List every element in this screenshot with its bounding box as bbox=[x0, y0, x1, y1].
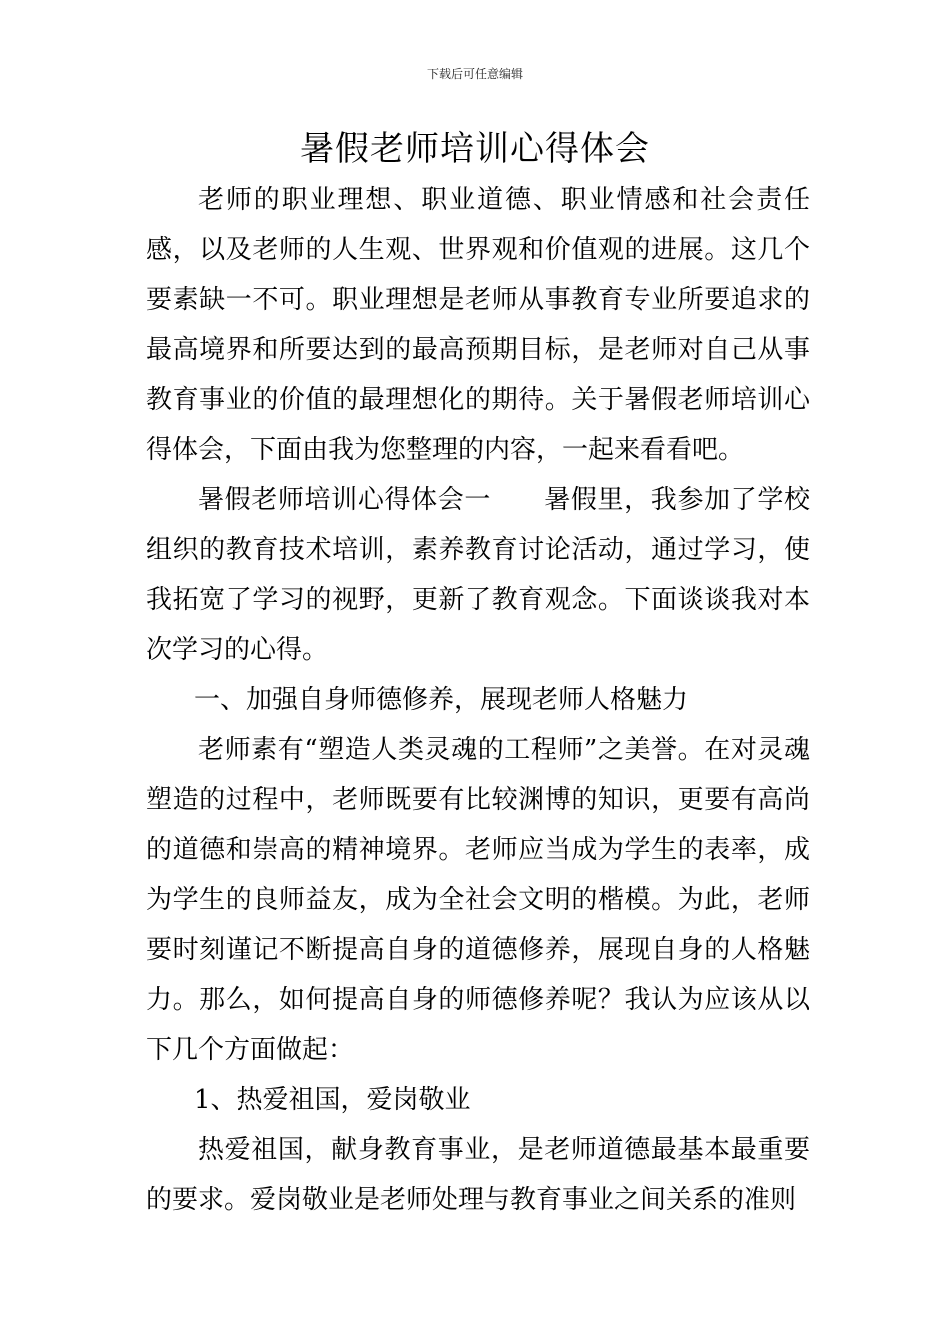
document-title: 暑假老师培训心得体会 bbox=[300, 129, 650, 169]
paragraph-part-one: 暑假老师培训心得体会一 暑假里，我参加了学校组织的教育技术培训，素养教育讨论活动，通过学习，使我拓宽了学习的视野，更新了教育观念。下面谈谈我对本次学习的心得。 bbox=[146, 485, 810, 665]
header-note: 下载后可任意编辑 bbox=[426, 67, 523, 81]
paragraph-intro: 老师的职业理想、职业道德、职业情感和社会责任感，以及老师的人生观、世界观和价值观的进展。这几个要素缺一不可。职业理想是老师从事教育专业所要追求的最高境界和所要达到的最高预期目标，是老师对自己从事教育事业的价值的最理想化的期待。关于暑假老师培训心得体会，下面由我为您整理的内容，一起来看看吧。 bbox=[146, 185, 810, 465]
section-heading-one: 一、加强自身师德修养，展现老师人格魅力 bbox=[194, 685, 689, 715]
subsection-heading-one: 1、热爱祖国，爱岗敬业 bbox=[194, 1085, 471, 1115]
paragraph-ethics: 老师素有“塑造人类灵魂的工程师”之美誉。在对灵魂塑造的过程中，老师既要有比较渊博的知识，更要有高尚的道德和崇高的精神境界。老师应当成为学生的表率，成为学生的良师益友，成为全社会文明的楷模。为此，老师要时刻谨记不断提高自身的道德修养，展现自身的人格魅力。那么，如何提高自身的师德修养呢？我认为应该从以下几个方面做起： bbox=[146, 735, 810, 1065]
paragraph-patriotism: 热爱祖国，献身教育事业，是老师道德最基本最重要的要求。爱岗敬业是老师处理与教育事业之间关系的准则 bbox=[146, 1135, 810, 1215]
document-body bbox=[146, 175, 810, 1225]
